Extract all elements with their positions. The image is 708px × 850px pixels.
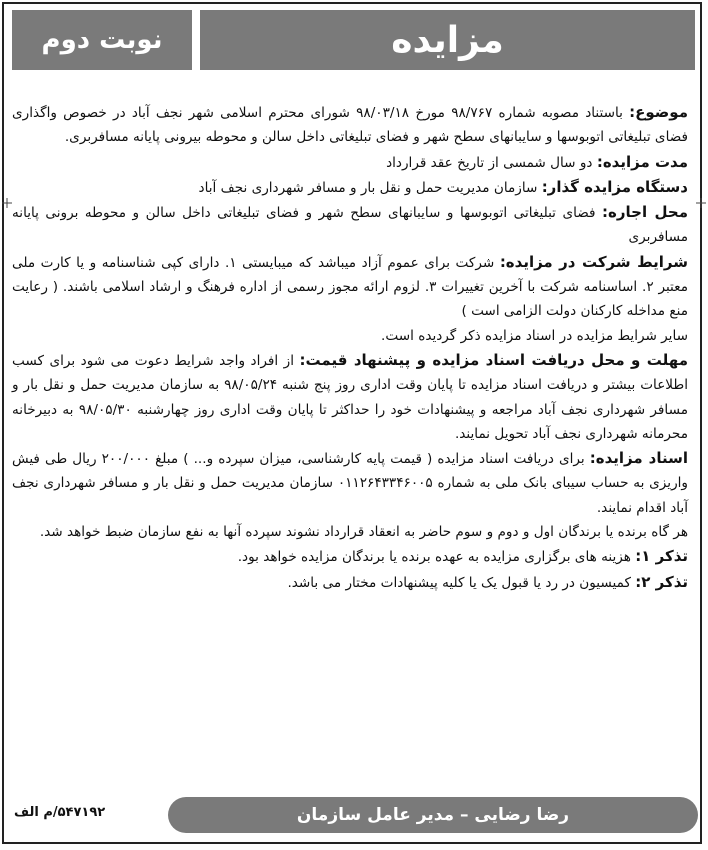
organizer-paragraph bbox=[12, 175, 688, 200]
other-conditions: سایر شرایط مزایده در اسناد مزایده ذکر گردیده است. bbox=[381, 327, 688, 344]
crop-mark-icon bbox=[694, 196, 708, 210]
conditions-paragraph bbox=[12, 250, 688, 324]
note2-label: تذکر ۲: bbox=[635, 572, 688, 591]
documents-label: اسناد مزایده: bbox=[589, 449, 688, 468]
notice-body bbox=[12, 100, 688, 595]
signature-text: رضا رضایی – مدیر عامل سازمان bbox=[296, 805, 570, 825]
note1-paragraph bbox=[12, 544, 688, 569]
location-paragraph bbox=[12, 200, 688, 250]
location-text: فضای تبلیغاتی اتوبوسها و سایبانهای سطح شهر و فضای تبلیغاتی داخل سالن و محوطه برونی پایانه مسافربری bbox=[12, 205, 688, 246]
subject-paragraph bbox=[12, 100, 688, 150]
conditions-label: شرایط شرکت در مزایده: bbox=[499, 252, 688, 271]
ad-code: ۵۴۷۱۹۲/م الف bbox=[14, 805, 106, 820]
duration-text: دو سال شمسی از تاریخ عقد قرارداد bbox=[386, 154, 593, 171]
subject-label: موضوع: bbox=[629, 103, 688, 121]
deadline-text: از افراد واجد شرایط دعوت می شود برای کسب اطلاعات بیشتر و دریافت اسناد مزایده تا پایان وقت اداری روز پنج شنبه ۹۸/۰۵/۲۴ به سازمان مدیریت حمل و نقل بار و مسافر شهرداری نجف آباد مراجعه و پیشنهادات خود را حداکثر تا پایان وقت اداری روز چهارشنبه ۹۸/۰۵/۳۰ به دبیرخانه محرمانه شهرداری نجف آباد تحویل نمایند. bbox=[12, 352, 689, 442]
note2-paragraph bbox=[12, 570, 688, 595]
note1-text: هزینه های برگزاری مزایده به عهده برنده یا برندگان مزایده خواهد بود. bbox=[237, 549, 631, 566]
deadline-paragraph bbox=[12, 348, 688, 446]
conditions-text: شرکت برای عموم آزاد میباشد که میبایستی ۱. دارای کپی شناسنامه و یا کارت ملی معتبر ۲. اساسنامه شرکت با آخرین تغییرات ۳. لزوم ارائه مجوز رسمی از اداره فرهنگ و ارشاد اسلامی باشند. ( رعایت منع مداخله کارکنان دولت الزامی است ) bbox=[12, 254, 688, 320]
organizer-label: دستگاه مزایده گذار: bbox=[541, 177, 688, 196]
round-badge: نوبت دوم bbox=[12, 10, 192, 70]
note1-label: تذکر ۱: bbox=[635, 547, 688, 566]
subject-text: باستناد مصوبه شماره ۹۸/۷۶۷ مورخ ۹۸/۰۳/۱۸ شورای محترم اسلامی شهر نجف آباد در خصوص واگذاری فضای تبلیغاتی اتوبوسها و سایبانهای سطح شهر و فضای تبلیغاتی داخل سالن و محوطه بیرونی پایانه مسافربری. bbox=[12, 105, 688, 146]
deadline-label: مهلت و محل دریافت اسناد مزایده و پیشنهاد قیمت: bbox=[299, 350, 688, 369]
forfeit-paragraph: هر گاه برنده یا برندگان اول و دوم و سوم حاضر به انعقاد قرارداد نشوند سپرده آنها به نفع سازمان ضبط خواهد شد. bbox=[39, 524, 688, 541]
signature-ribbon bbox=[168, 797, 698, 833]
location-label: محل اجاره: bbox=[602, 203, 688, 222]
documents-text: برای دریافت اسناد مزایده ( قیمت پایه کارشناسی، میزان سپرده و... ) مبلغ ۲۰۰/۰۰۰ ریال طی فیش واریزی به حساب سیبای بانک ملی به شماره ۰۱۱۲۶۴۳۳۴۶۰۰۵ سازمان مدیریت حمل و نقل بار و مسافر شهرداری نجف آباد اقدام نمایند. bbox=[12, 451, 688, 516]
notice-title: مزایده bbox=[200, 10, 695, 70]
documents-paragraph bbox=[12, 446, 688, 520]
note2-text: کمیسیون در رد یا قبول یک یا کلیه پیشنهادات مختار می باشد. bbox=[287, 574, 631, 591]
organizer-text: سازمان مدیریت حمل و نقل بار و مسافر شهرداری نجف آباد bbox=[198, 179, 538, 196]
duration-paragraph bbox=[12, 150, 688, 175]
duration-label: مدت مزایده: bbox=[596, 152, 688, 171]
